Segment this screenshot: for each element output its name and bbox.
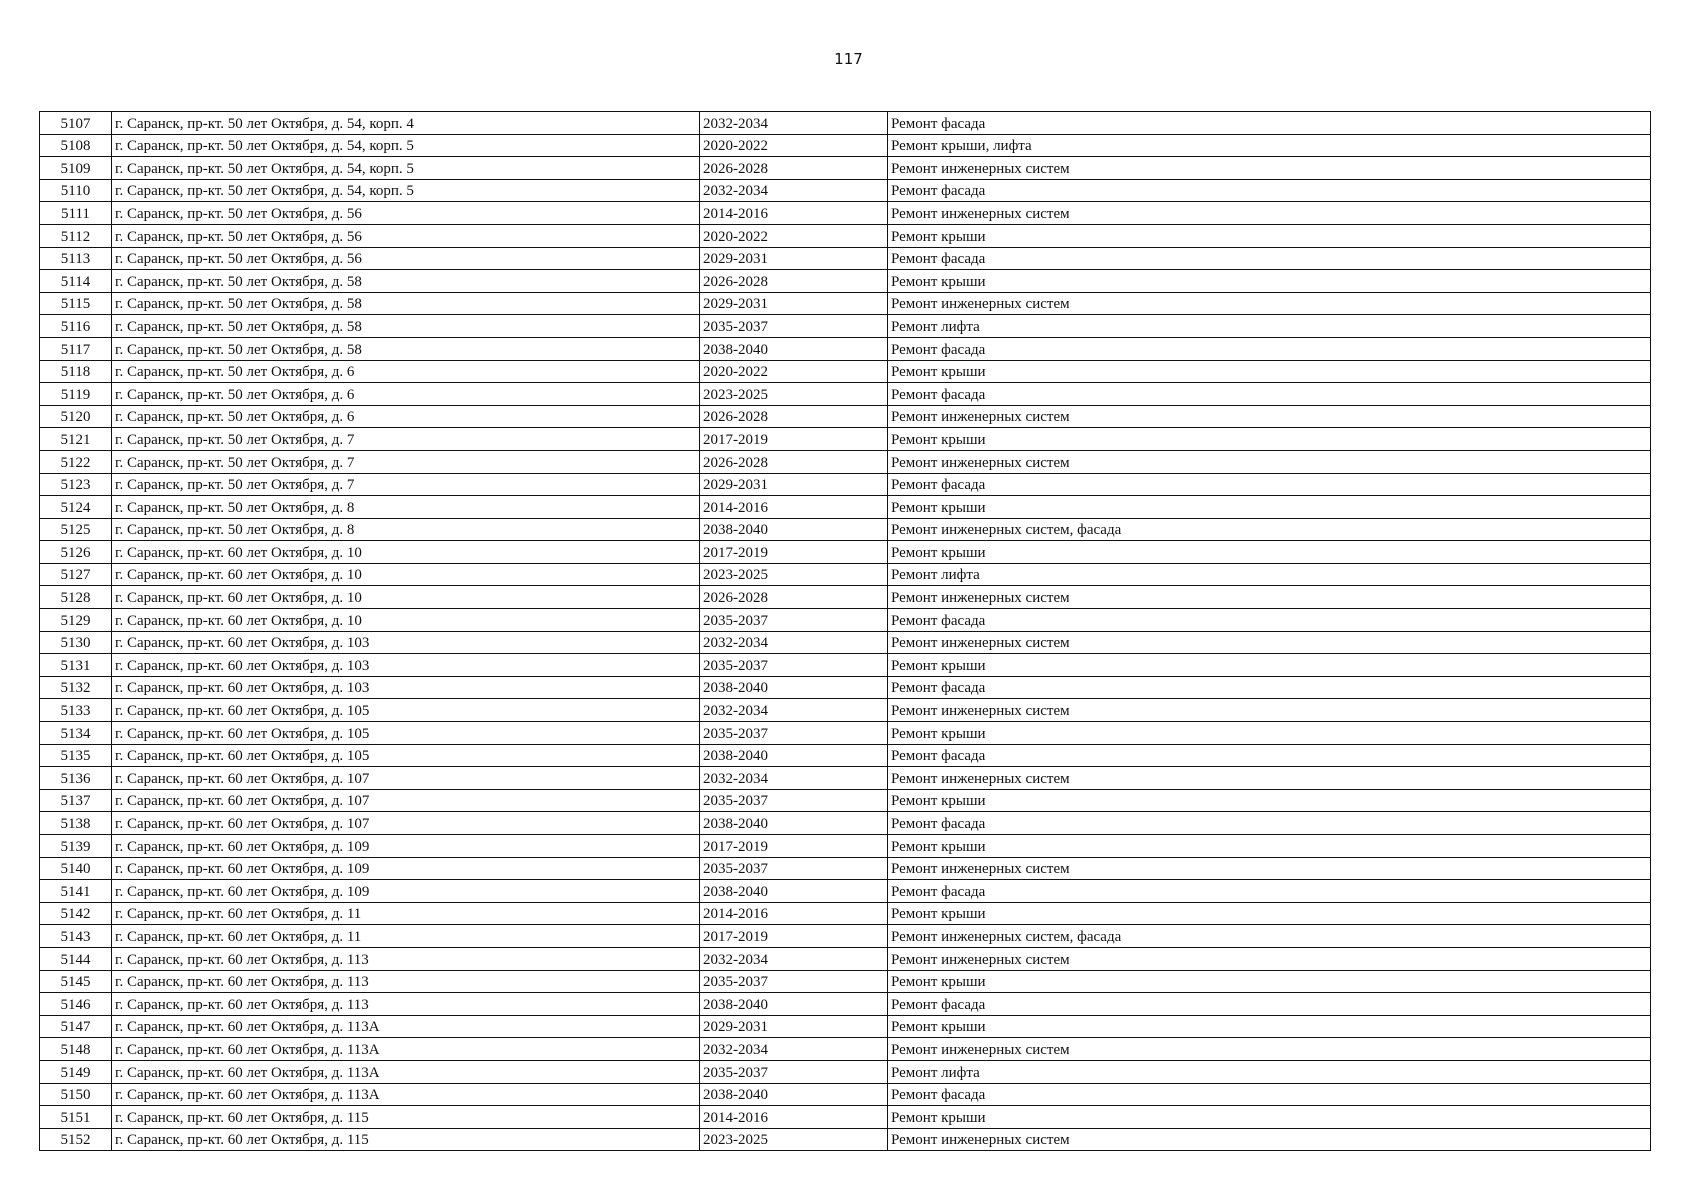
- work-type-cell: Ремонт инженерных систем: [888, 1038, 1651, 1061]
- table-row: [40, 722, 1651, 745]
- table-row: [40, 337, 1651, 360]
- row-number-cell: 5115: [40, 292, 112, 315]
- table-row: [40, 134, 1651, 157]
- period-cell: 2038-2040: [700, 518, 888, 541]
- period-cell: 2032-2034: [700, 767, 888, 790]
- period-cell: 2017-2019: [700, 428, 888, 451]
- table-row: [40, 292, 1651, 315]
- row-number-cell: 5144: [40, 947, 112, 970]
- address-cell: г. Саранск, пр-кт. 60 лет Октября, д. 10: [112, 541, 700, 564]
- work-type-cell: Ремонт крыши: [888, 428, 1651, 451]
- period-cell: 2035-2037: [700, 654, 888, 677]
- table-row: [40, 970, 1651, 993]
- row-number-cell: 5107: [40, 112, 112, 135]
- work-type-cell: Ремонт инженерных систем: [888, 1128, 1651, 1151]
- address-cell: г. Саранск, пр-кт. 50 лет Октября, д. 56: [112, 224, 700, 247]
- address-cell: г. Саранск, пр-кт. 60 лет Октября, д. 105: [112, 722, 700, 745]
- row-number-cell: 5125: [40, 518, 112, 541]
- table-row: [40, 1128, 1651, 1151]
- address-cell: г. Саранск, пр-кт. 60 лет Октября, д. 105: [112, 744, 700, 767]
- period-cell: 2014-2016: [700, 902, 888, 925]
- table-row: [40, 247, 1651, 270]
- address-cell: г. Саранск, пр-кт. 60 лет Октября, д. 103: [112, 631, 700, 654]
- period-cell: 2023-2025: [700, 563, 888, 586]
- row-number-cell: 5130: [40, 631, 112, 654]
- address-cell: г. Саранск, пр-кт. 50 лет Октября, д. 6: [112, 383, 700, 406]
- address-cell: г. Саранск, пр-кт. 50 лет Октября, д. 7: [112, 450, 700, 473]
- row-number-cell: 5139: [40, 835, 112, 858]
- table-row: [40, 224, 1651, 247]
- table-row: [40, 428, 1651, 451]
- period-cell: 2038-2040: [700, 744, 888, 767]
- row-number-cell: 5119: [40, 383, 112, 406]
- table-row: [40, 947, 1651, 970]
- period-cell: 2026-2028: [700, 270, 888, 293]
- work-type-cell: Ремонт лифта: [888, 315, 1651, 338]
- row-number-cell: 5110: [40, 179, 112, 202]
- table-row: [40, 112, 1651, 135]
- table-row: [40, 654, 1651, 677]
- period-cell: 2029-2031: [700, 247, 888, 270]
- row-number-cell: 5140: [40, 857, 112, 880]
- work-type-cell: Ремонт крыши: [888, 270, 1651, 293]
- table-row: [40, 450, 1651, 473]
- period-cell: 2035-2037: [700, 857, 888, 880]
- work-type-cell: Ремонт крыши: [888, 970, 1651, 993]
- row-number-cell: 5116: [40, 315, 112, 338]
- work-type-cell: Ремонт инженерных систем: [888, 586, 1651, 609]
- work-type-cell: Ремонт инженерных систем: [888, 699, 1651, 722]
- address-cell: г. Саранск, пр-кт. 60 лет Октября, д. 113: [112, 993, 700, 1016]
- row-number-cell: 5113: [40, 247, 112, 270]
- period-cell: 2020-2022: [700, 224, 888, 247]
- address-cell: г. Саранск, пр-кт. 60 лет Октября, д. 10: [112, 609, 700, 632]
- period-cell: 2026-2028: [700, 450, 888, 473]
- period-cell: 2026-2028: [700, 405, 888, 428]
- work-type-cell: Ремонт фасада: [888, 880, 1651, 903]
- address-cell: г. Саранск, пр-кт. 50 лет Октября, д. 8: [112, 496, 700, 519]
- table-row: [40, 902, 1651, 925]
- address-cell: г. Саранск, пр-кт. 50 лет Октября, д. 54, корп. 4: [112, 112, 700, 135]
- table-row: [40, 315, 1651, 338]
- work-type-cell: Ремонт крыши: [888, 654, 1651, 677]
- table-row: [40, 880, 1651, 903]
- period-cell: 2014-2016: [700, 1106, 888, 1129]
- work-type-cell: Ремонт крыши: [888, 496, 1651, 519]
- row-number-cell: 5127: [40, 563, 112, 586]
- row-number-cell: 5126: [40, 541, 112, 564]
- table-row: [40, 676, 1651, 699]
- table-row: [40, 405, 1651, 428]
- work-type-cell: Ремонт фасада: [888, 1083, 1651, 1106]
- table-row: [40, 744, 1651, 767]
- row-number-cell: 5112: [40, 224, 112, 247]
- page-number: 117: [834, 50, 863, 68]
- period-cell: 2035-2037: [700, 1060, 888, 1083]
- row-number-cell: 5151: [40, 1106, 112, 1129]
- address-cell: г. Саранск, пр-кт. 60 лет Октября, д. 107: [112, 789, 700, 812]
- table-row: [40, 993, 1651, 1016]
- address-cell: г. Саранск, пр-кт. 50 лет Октября, д. 7: [112, 428, 700, 451]
- address-cell: г. Саранск, пр-кт. 50 лет Октября, д. 54, корп. 5: [112, 134, 700, 157]
- row-number-cell: 5123: [40, 473, 112, 496]
- row-number-cell: 5148: [40, 1038, 112, 1061]
- table-row: [40, 1060, 1651, 1083]
- work-type-cell: Ремонт крыши: [888, 789, 1651, 812]
- address-cell: г. Саранск, пр-кт. 60 лет Октября, д. 113: [112, 970, 700, 993]
- work-type-cell: Ремонт инженерных систем: [888, 202, 1651, 225]
- row-number-cell: 5147: [40, 1015, 112, 1038]
- work-type-cell: Ремонт фасада: [888, 473, 1651, 496]
- work-type-cell: Ремонт инженерных систем: [888, 405, 1651, 428]
- table-row: [40, 360, 1651, 383]
- row-number-cell: 5118: [40, 360, 112, 383]
- row-number-cell: 5122: [40, 450, 112, 473]
- period-cell: 2032-2034: [700, 179, 888, 202]
- table-row: [40, 270, 1651, 293]
- period-cell: 2032-2034: [700, 112, 888, 135]
- address-cell: г. Саранск, пр-кт. 50 лет Октября, д. 7: [112, 473, 700, 496]
- row-number-cell: 5137: [40, 789, 112, 812]
- work-type-cell: Ремонт крыши: [888, 224, 1651, 247]
- period-cell: 2035-2037: [700, 789, 888, 812]
- period-cell: 2026-2028: [700, 157, 888, 180]
- work-type-cell: Ремонт фасада: [888, 676, 1651, 699]
- table-row: [40, 541, 1651, 564]
- work-type-cell: Ремонт фасада: [888, 383, 1651, 406]
- work-type-cell: Ремонт лифта: [888, 1060, 1651, 1083]
- work-type-cell: Ремонт инженерных систем: [888, 292, 1651, 315]
- address-cell: г. Саранск, пр-кт. 60 лет Октября, д. 11: [112, 925, 700, 948]
- period-cell: 2038-2040: [700, 812, 888, 835]
- table-row: [40, 473, 1651, 496]
- period-cell: 2023-2025: [700, 1128, 888, 1151]
- table-row: [40, 609, 1651, 632]
- address-cell: г. Саранск, пр-кт. 60 лет Октября, д. 113А: [112, 1038, 700, 1061]
- work-type-cell: Ремонт крыши: [888, 1106, 1651, 1129]
- table-row: [40, 383, 1651, 406]
- table-row: [40, 789, 1651, 812]
- address-cell: г. Саранск, пр-кт. 50 лет Октября, д. 6: [112, 360, 700, 383]
- row-number-cell: 5111: [40, 202, 112, 225]
- period-cell: 2038-2040: [700, 993, 888, 1016]
- table-row: [40, 563, 1651, 586]
- period-cell: 2038-2040: [700, 676, 888, 699]
- work-type-cell: Ремонт инженерных систем: [888, 947, 1651, 970]
- period-cell: 2029-2031: [700, 1015, 888, 1038]
- period-cell: 2032-2034: [700, 699, 888, 722]
- work-type-cell: Ремонт инженерных систем: [888, 767, 1651, 790]
- row-number-cell: 5135: [40, 744, 112, 767]
- period-cell: 2029-2031: [700, 292, 888, 315]
- table-row: [40, 518, 1651, 541]
- address-cell: г. Саранск, пр-кт. 50 лет Октября, д. 6: [112, 405, 700, 428]
- period-cell: 2038-2040: [700, 337, 888, 360]
- row-number-cell: 5150: [40, 1083, 112, 1106]
- work-type-cell: Ремонт фасада: [888, 993, 1651, 1016]
- table-row: [40, 1106, 1651, 1129]
- row-number-cell: 5142: [40, 902, 112, 925]
- address-cell: г. Саранск, пр-кт. 60 лет Октября, д. 109: [112, 880, 700, 903]
- period-cell: 2035-2037: [700, 970, 888, 993]
- repair-schedule-table: [39, 111, 1651, 1151]
- period-cell: 2023-2025: [700, 383, 888, 406]
- table-row: [40, 631, 1651, 654]
- address-cell: г. Саранск, пр-кт. 50 лет Октября, д. 58: [112, 292, 700, 315]
- period-cell: 2014-2016: [700, 496, 888, 519]
- table-row: [40, 1015, 1651, 1038]
- row-number-cell: 5128: [40, 586, 112, 609]
- table-body: [40, 112, 1651, 1151]
- work-type-cell: Ремонт фасада: [888, 609, 1651, 632]
- table-row: [40, 1038, 1651, 1061]
- period-cell: 2035-2037: [700, 315, 888, 338]
- address-cell: г. Саранск, пр-кт. 60 лет Октября, д. 10: [112, 586, 700, 609]
- address-cell: г. Саранск, пр-кт. 60 лет Октября, д. 107: [112, 767, 700, 790]
- row-number-cell: 5146: [40, 993, 112, 1016]
- table-row: [40, 857, 1651, 880]
- row-number-cell: 5141: [40, 880, 112, 903]
- work-type-cell: Ремонт крыши: [888, 1015, 1651, 1038]
- address-cell: г. Саранск, пр-кт. 50 лет Октября, д. 56: [112, 247, 700, 270]
- address-cell: г. Саранск, пр-кт. 50 лет Октября, д. 58: [112, 315, 700, 338]
- period-cell: 2014-2016: [700, 202, 888, 225]
- row-number-cell: 5108: [40, 134, 112, 157]
- period-cell: 2020-2022: [700, 134, 888, 157]
- work-type-cell: Ремонт крыши, лифта: [888, 134, 1651, 157]
- period-cell: 2032-2034: [700, 631, 888, 654]
- row-number-cell: 5143: [40, 925, 112, 948]
- work-type-cell: Ремонт инженерных систем, фасада: [888, 518, 1651, 541]
- period-cell: 2020-2022: [700, 360, 888, 383]
- work-type-cell: Ремонт фасада: [888, 179, 1651, 202]
- period-cell: 2017-2019: [700, 835, 888, 858]
- address-cell: г. Саранск, пр-кт. 50 лет Октября, д. 8: [112, 518, 700, 541]
- work-type-cell: Ремонт фасада: [888, 744, 1651, 767]
- row-number-cell: 5145: [40, 970, 112, 993]
- address-cell: г. Саранск, пр-кт. 50 лет Октября, д. 58: [112, 270, 700, 293]
- period-cell: 2038-2040: [700, 1083, 888, 1106]
- row-number-cell: 5149: [40, 1060, 112, 1083]
- address-cell: г. Саранск, пр-кт. 60 лет Октября, д. 103: [112, 654, 700, 677]
- period-cell: 2017-2019: [700, 925, 888, 948]
- work-type-cell: Ремонт крыши: [888, 902, 1651, 925]
- table-row: [40, 835, 1651, 858]
- row-number-cell: 5121: [40, 428, 112, 451]
- table-row: [40, 496, 1651, 519]
- period-cell: 2032-2034: [700, 1038, 888, 1061]
- row-number-cell: 5129: [40, 609, 112, 632]
- row-number-cell: 5133: [40, 699, 112, 722]
- work-type-cell: Ремонт крыши: [888, 541, 1651, 564]
- table-row: [40, 202, 1651, 225]
- work-type-cell: Ремонт фасада: [888, 812, 1651, 835]
- row-number-cell: 5138: [40, 812, 112, 835]
- table-row: [40, 767, 1651, 790]
- table-row: [40, 179, 1651, 202]
- address-cell: г. Саранск, пр-кт. 60 лет Октября, д. 113А: [112, 1060, 700, 1083]
- address-cell: г. Саранск, пр-кт. 50 лет Октября, д. 56: [112, 202, 700, 225]
- address-cell: г. Саранск, пр-кт. 60 лет Октября, д. 109: [112, 857, 700, 880]
- address-cell: г. Саранск, пр-кт. 60 лет Октября, д. 115: [112, 1128, 700, 1151]
- work-type-cell: Ремонт инженерных систем, фасада: [888, 925, 1651, 948]
- address-cell: г. Саранск, пр-кт. 60 лет Октября, д. 11: [112, 902, 700, 925]
- row-number-cell: 5136: [40, 767, 112, 790]
- row-number-cell: 5114: [40, 270, 112, 293]
- work-type-cell: Ремонт фасада: [888, 112, 1651, 135]
- work-type-cell: Ремонт крыши: [888, 835, 1651, 858]
- address-cell: г. Саранск, пр-кт. 60 лет Октября, д. 103: [112, 676, 700, 699]
- period-cell: 2035-2037: [700, 609, 888, 632]
- address-cell: г. Саранск, пр-кт. 50 лет Октября, д. 54, корп. 5: [112, 179, 700, 202]
- address-cell: г. Саранск, пр-кт. 60 лет Октября, д. 10: [112, 563, 700, 586]
- row-number-cell: 5124: [40, 496, 112, 519]
- table-row: [40, 586, 1651, 609]
- table-row: [40, 812, 1651, 835]
- table-row: [40, 925, 1651, 948]
- address-cell: г. Саранск, пр-кт. 50 лет Октября, д. 54, корп. 5: [112, 157, 700, 180]
- address-cell: г. Саранск, пр-кт. 60 лет Октября, д. 109: [112, 835, 700, 858]
- period-cell: 2038-2040: [700, 880, 888, 903]
- period-cell: 2035-2037: [700, 722, 888, 745]
- period-cell: 2026-2028: [700, 586, 888, 609]
- work-type-cell: Ремонт фасада: [888, 247, 1651, 270]
- table-row: [40, 157, 1651, 180]
- address-cell: г. Саранск, пр-кт. 60 лет Октября, д. 107: [112, 812, 700, 835]
- work-type-cell: Ремонт инженерных систем: [888, 857, 1651, 880]
- work-type-cell: Ремонт лифта: [888, 563, 1651, 586]
- address-cell: г. Саранск, пр-кт. 60 лет Октября, д. 113А: [112, 1083, 700, 1106]
- work-type-cell: Ремонт фасада: [888, 337, 1651, 360]
- row-number-cell: 5109: [40, 157, 112, 180]
- table-row: [40, 1083, 1651, 1106]
- period-cell: 2017-2019: [700, 541, 888, 564]
- work-type-cell: Ремонт крыши: [888, 722, 1651, 745]
- address-cell: г. Саранск, пр-кт. 50 лет Октября, д. 58: [112, 337, 700, 360]
- address-cell: г. Саранск, пр-кт. 60 лет Октября, д. 115: [112, 1106, 700, 1129]
- row-number-cell: 5134: [40, 722, 112, 745]
- work-type-cell: Ремонт инженерных систем: [888, 450, 1651, 473]
- address-cell: г. Саранск, пр-кт. 60 лет Октября, д. 113: [112, 947, 700, 970]
- row-number-cell: 5152: [40, 1128, 112, 1151]
- table-row: [40, 699, 1651, 722]
- work-type-cell: Ремонт инженерных систем: [888, 157, 1651, 180]
- work-type-cell: Ремонт инженерных систем: [888, 631, 1651, 654]
- period-cell: 2032-2034: [700, 947, 888, 970]
- row-number-cell: 5117: [40, 337, 112, 360]
- row-number-cell: 5132: [40, 676, 112, 699]
- address-cell: г. Саранск, пр-кт. 60 лет Октября, д. 113А: [112, 1015, 700, 1038]
- row-number-cell: 5131: [40, 654, 112, 677]
- address-cell: г. Саранск, пр-кт. 60 лет Октября, д. 105: [112, 699, 700, 722]
- row-number-cell: 5120: [40, 405, 112, 428]
- work-type-cell: Ремонт крыши: [888, 360, 1651, 383]
- period-cell: 2029-2031: [700, 473, 888, 496]
